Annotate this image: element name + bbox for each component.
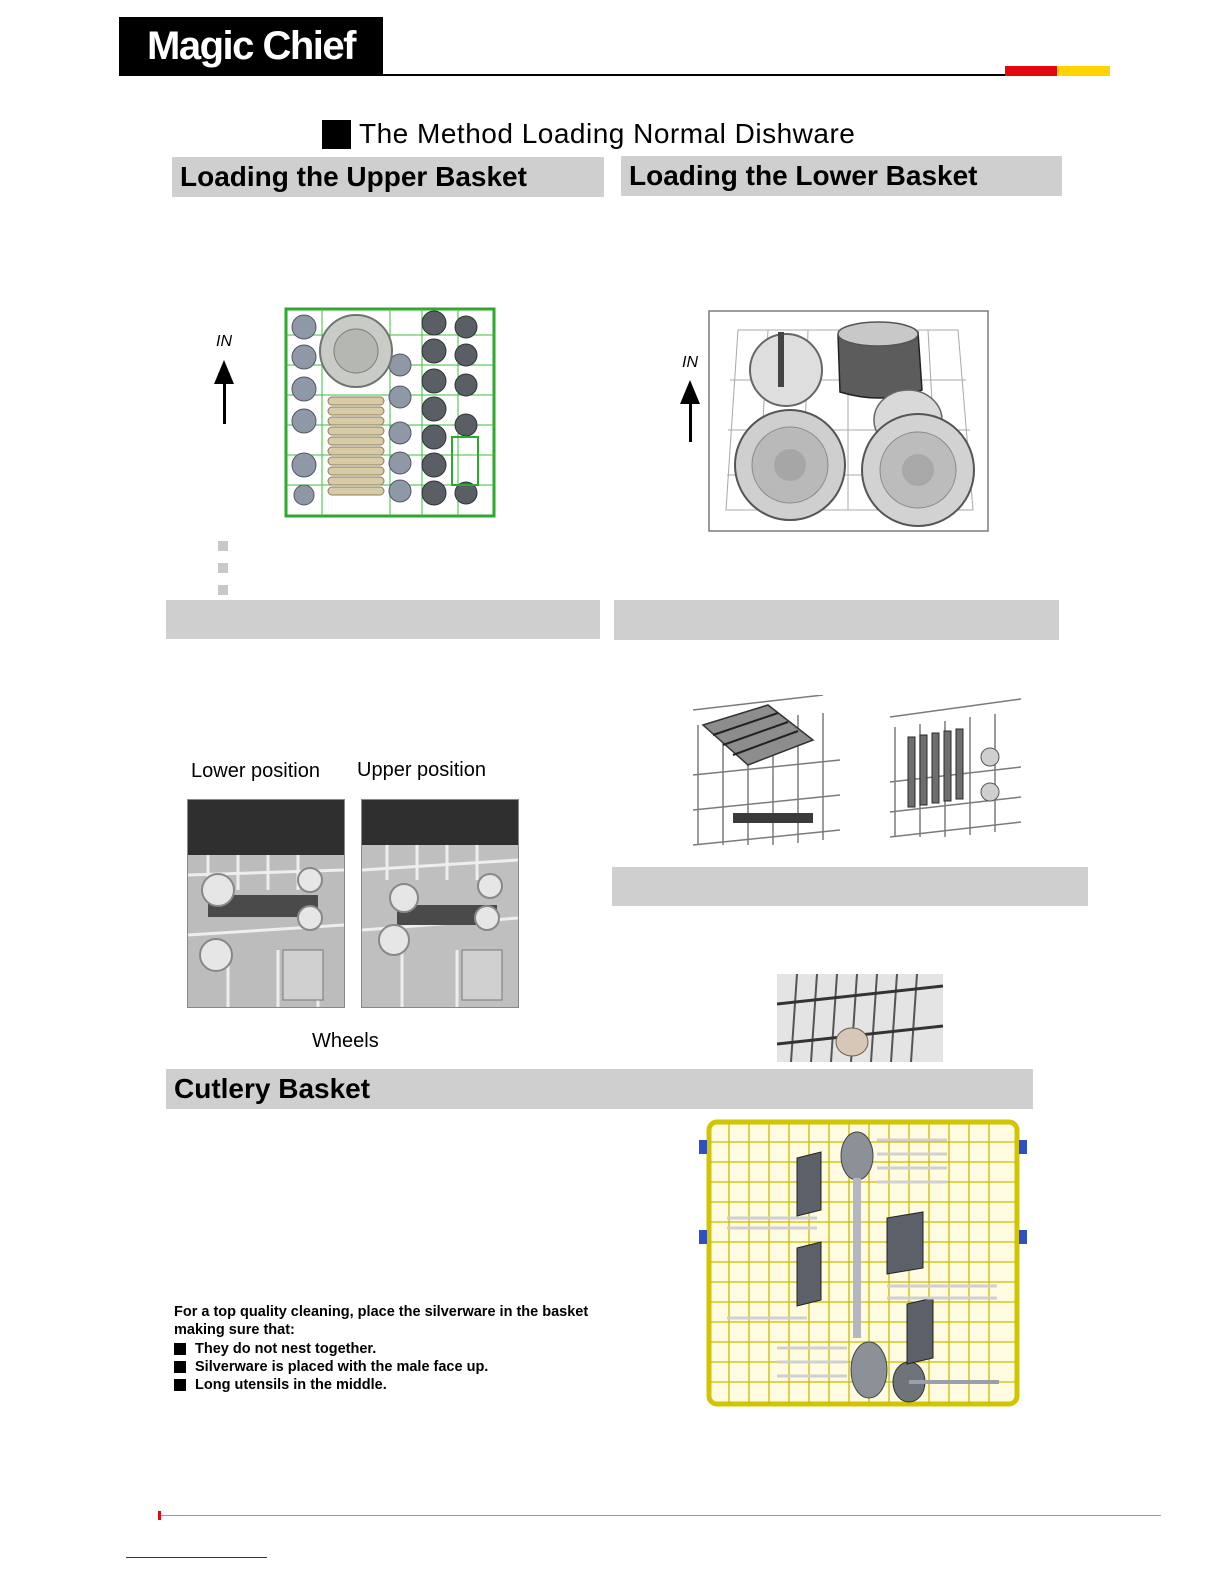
section-heading-bar-tines bbox=[612, 867, 1088, 906]
footer-tick bbox=[158, 1511, 161, 1520]
list-item: They do not nest together. bbox=[174, 1340, 624, 1358]
tines-photo bbox=[777, 974, 943, 1062]
caption-upper-position: Upper position bbox=[357, 759, 486, 781]
list-item: Long utensils in the middle. bbox=[174, 1376, 624, 1394]
folding-rack-up-diagram bbox=[890, 697, 1021, 841]
brand-logo bbox=[119, 17, 383, 76]
accent-bar-red bbox=[1005, 66, 1057, 76]
section-heading-bar-folding-racks bbox=[614, 600, 1059, 640]
accent-bar-yellow bbox=[1057, 66, 1110, 76]
folding-rack-down-diagram bbox=[693, 695, 840, 847]
section-heading-bar-adjusting-upper bbox=[166, 600, 600, 639]
cutlery-basket-diagram bbox=[697, 1118, 1029, 1408]
photo-upper-position bbox=[361, 799, 519, 1008]
cutlery-instructions-list bbox=[174, 1340, 624, 1394]
bullet-square-icon bbox=[218, 585, 228, 595]
bullet-square-icon bbox=[174, 1379, 186, 1391]
upper-in-arrow-icon bbox=[214, 360, 234, 384]
lower-in-arrow-icon bbox=[680, 380, 700, 404]
list-item: Silverware is placed with the male face up. bbox=[174, 1358, 624, 1376]
lower-in-label: IN bbox=[682, 354, 698, 371]
footer-rule bbox=[158, 1515, 1161, 1516]
bullet-square-icon bbox=[218, 563, 228, 573]
caption-wheels: Wheels bbox=[312, 1030, 379, 1052]
upper-in-arrow-shaft bbox=[223, 382, 226, 424]
page-title bbox=[322, 117, 855, 151]
page-title-text: The Method Loading Normal Dishware bbox=[359, 118, 856, 149]
section-heading-lower-basket: Loading the Lower Basket bbox=[621, 156, 1062, 196]
bullet-square-icon bbox=[174, 1343, 186, 1355]
title-square-icon bbox=[322, 120, 351, 149]
bullet-square-icon bbox=[218, 541, 228, 551]
section-heading-upper-basket: Loading the Upper Basket bbox=[172, 157, 604, 197]
caption-lower-position: Lower position bbox=[191, 760, 320, 782]
footer-link-underline bbox=[126, 1557, 267, 1558]
photo-lower-position bbox=[187, 799, 345, 1008]
header-rule bbox=[383, 74, 1005, 76]
bullet-square-icon bbox=[174, 1361, 186, 1373]
cutlery-instructions-intro: For a top quality cleaning, place the silverware in the basket making sure that: bbox=[174, 1304, 589, 1338]
upper-in-label: IN bbox=[216, 333, 232, 350]
section-heading-cutlery-basket: Cutlery Basket bbox=[166, 1069, 1033, 1109]
brand-logo-text: Magic Chief bbox=[147, 24, 355, 68]
lower-in-arrow-shaft bbox=[689, 402, 692, 442]
upper-basket-diagram bbox=[282, 305, 498, 520]
lower-basket-diagram bbox=[708, 310, 989, 532]
